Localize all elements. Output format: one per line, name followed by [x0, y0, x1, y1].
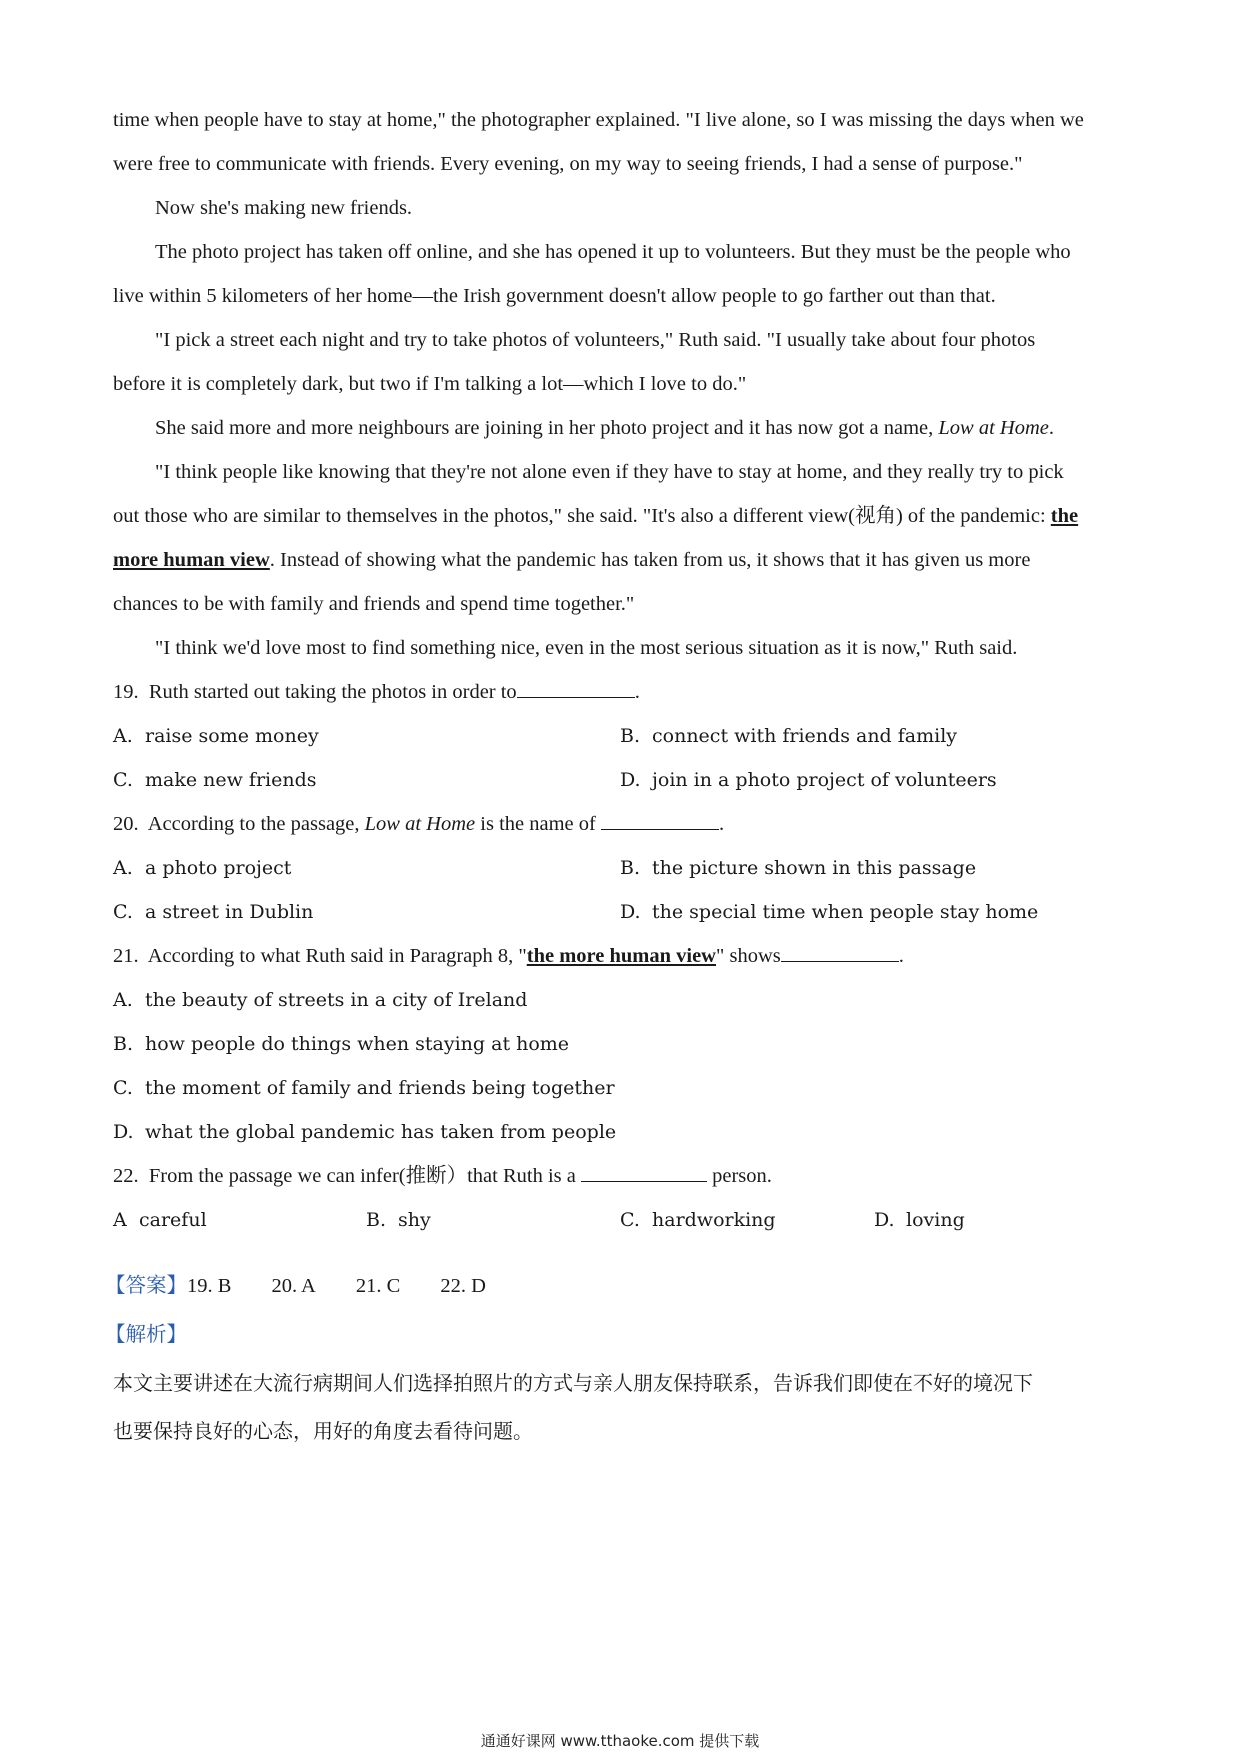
passage-line: time when people have to stay at home," the photographer explained. "I live alone, so I was missing the days when we — [113, 109, 1084, 131]
analysis-line — [105, 1321, 187, 1348]
option-text: shy — [398, 1209, 431, 1231]
question-number: 19. — [113, 681, 139, 703]
question-20-stem — [113, 811, 724, 837]
passage-line: "I pick a street each night and try to take photos of volunteers," Ruth said. "I usually take about four photos — [155, 329, 1036, 351]
underlined-phrase: more human view — [113, 549, 270, 571]
passage-text: . — [1048, 417, 1054, 439]
passage-text: . Instead of showing what the pandemic has taken from us, it shows that it has given us more — [269, 549, 1031, 571]
passage-line — [113, 503, 1078, 529]
option-letter: A — [113, 1209, 127, 1231]
question-number: 21. — [113, 945, 139, 967]
question-text: is the name of — [475, 813, 601, 835]
option-19-c[interactable] — [113, 767, 317, 793]
passage-line: "I think we'd love most to find something nice, even in the most serious situation as it is now," Ruth said. — [155, 637, 1018, 659]
option-21-d[interactable] — [113, 1119, 616, 1145]
project-name: Low at Home — [364, 813, 476, 835]
option-letter: D. — [620, 901, 641, 923]
option-text: raise some money — [145, 725, 319, 747]
option-19-b[interactable] — [620, 723, 957, 749]
option-letter: D. — [874, 1209, 895, 1231]
option-letter: A. — [113, 989, 133, 1011]
analysis-tag: 【解析】 — [105, 1322, 187, 1346]
passage-line: live within 5 kilometers of her home—the Irish government doesn't allow people to go farther out than that. — [113, 285, 996, 307]
option-19-d[interactable] — [620, 767, 997, 793]
question-19-stem — [113, 679, 640, 705]
question-text: From the passage we can infer(推断）that Ruth is a — [148, 1165, 581, 1187]
question-text: Ruth started out taking the photos in order to — [148, 681, 517, 703]
question-number: 20. — [113, 813, 139, 835]
option-22-c[interactable] — [620, 1207, 776, 1233]
option-20-d[interactable] — [620, 899, 1038, 925]
question-number: 22. — [113, 1165, 139, 1187]
option-text: join in a photo project of volunteers — [652, 769, 997, 791]
passage-text: out those who are similar to themselves in the photos," she said. "It's also a different view(视角) of the pandemic: — [113, 505, 1051, 527]
question-text: . — [718, 813, 725, 835]
question-text: . — [898, 945, 904, 967]
option-letter: C. — [113, 901, 133, 923]
answer-blank — [517, 679, 635, 698]
option-21-b[interactable] — [113, 1031, 569, 1057]
option-text: a photo project — [145, 857, 292, 879]
option-text: make new friends — [145, 769, 317, 791]
option-text: what the global pandemic has taken from people — [145, 1121, 617, 1143]
option-text: the moment of family and friends being together — [145, 1077, 615, 1099]
question-text: . — [634, 681, 640, 703]
option-20-a[interactable] — [113, 855, 291, 881]
option-19-a[interactable] — [113, 723, 319, 749]
option-letter: C. — [620, 1209, 640, 1231]
question-text: " shows — [716, 945, 781, 967]
page-footer: 通通好课网 www.tthaoke.com 提供下载 — [480, 1732, 760, 1750]
passage-line: before it is completely dark, but two if I'm talking a lot—which I love to do." — [113, 373, 747, 395]
option-text: connect with friends and family — [652, 725, 958, 747]
option-text: hardworking — [652, 1209, 776, 1231]
passage-line: were free to communicate with friends. Every evening, on my way to seeing friends, I had a sense of purpose." — [113, 153, 1023, 175]
option-letter: B. — [620, 857, 641, 879]
option-letter: B. — [366, 1209, 387, 1231]
passage-line: chances to be with family and friends and spend time together." — [113, 593, 635, 615]
option-21-a[interactable] — [113, 987, 527, 1013]
option-letter: A. — [113, 857, 133, 879]
option-22-d[interactable] — [874, 1207, 965, 1233]
answer-tag: 【答案】 — [105, 1273, 187, 1297]
question-21-stem — [113, 943, 904, 969]
answer-item: 22. D — [440, 1275, 486, 1297]
question-text: According to the passage, — [147, 813, 365, 835]
answer-blank — [601, 811, 719, 830]
passage-line — [155, 415, 1054, 441]
option-text: the special time when people stay home — [652, 901, 1039, 923]
option-20-c[interactable] — [113, 899, 313, 925]
option-text: the beauty of streets in a city of Ireland — [145, 989, 528, 1011]
option-text: the picture shown in this passage — [652, 857, 977, 879]
question-text: person. — [706, 1165, 772, 1187]
option-letter: C. — [113, 769, 133, 791]
underlined-phrase: the more human view — [526, 945, 716, 967]
option-text: careful — [139, 1209, 207, 1231]
option-text: a street in Dublin — [145, 901, 314, 923]
option-letter: B. — [620, 725, 641, 747]
option-20-b[interactable] — [620, 855, 976, 881]
question-text: According to what Ruth said in Paragraph 8, " — [147, 945, 527, 967]
project-name: Low at Home — [938, 417, 1049, 439]
question-22-stem — [113, 1163, 772, 1189]
passage-line — [113, 547, 1030, 573]
answer-line — [105, 1272, 486, 1299]
option-letter: D. — [113, 1121, 134, 1143]
answer-item: 21. C — [355, 1275, 401, 1297]
passage-line: Now she's making new friends. — [155, 197, 413, 219]
analysis-text: 本文主要讲述在大流行病期间人们选择拍照片的方式与亲人朋友保持联系，告诉我们即使在不好的境况下 — [113, 1371, 1033, 1395]
underlined-phrase: the — [1050, 505, 1079, 527]
answer-blank — [581, 1163, 707, 1182]
option-letter: B. — [113, 1033, 134, 1055]
option-letter: D. — [620, 769, 641, 791]
option-21-c[interactable] — [113, 1075, 615, 1101]
option-22-a[interactable] — [113, 1207, 207, 1233]
answer-item: 19. B — [187, 1275, 232, 1297]
answer-item: 20. A — [271, 1275, 316, 1297]
passage-line: The photo project has taken off online, and she has opened it up to volunteers. But they must be the people who — [155, 241, 1071, 263]
option-text: loving — [906, 1209, 965, 1231]
passage-line: "I think people like knowing that they're not alone even if they have to stay at home, and they really try to pick — [155, 461, 1064, 483]
answer-blank — [781, 943, 899, 962]
option-letter: A. — [113, 725, 133, 747]
option-letter: C. — [113, 1077, 133, 1099]
option-22-b[interactable] — [366, 1207, 431, 1233]
option-text: how people do things when staying at home — [145, 1033, 570, 1055]
analysis-text: 也要保持良好的心态，用好的角度去看待问题。 — [113, 1419, 533, 1443]
passage-text: She said more and more neighbours are joining in her photo project and it has now got a name, — [155, 417, 939, 439]
